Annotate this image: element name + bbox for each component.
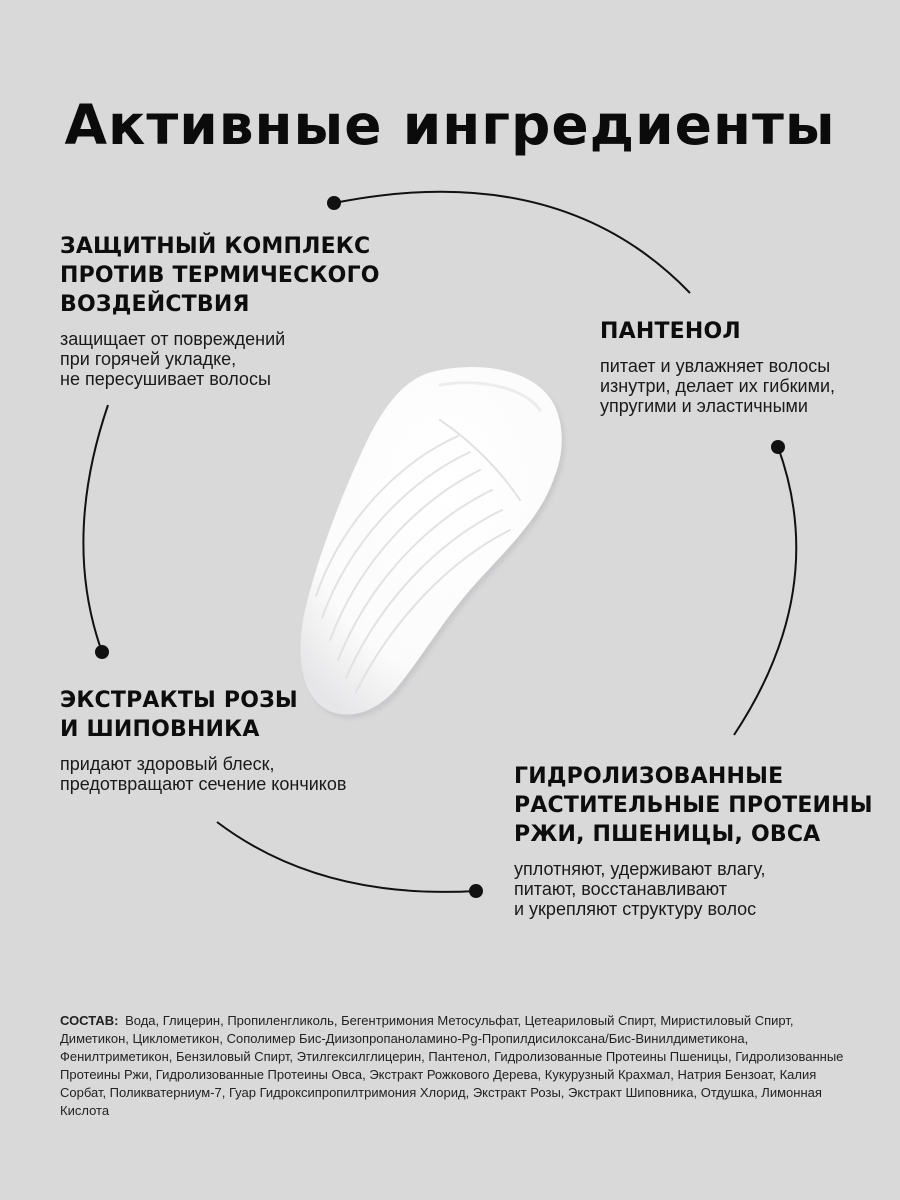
- page-title: Активные ингредиенты: [64, 92, 836, 157]
- arc-right: [734, 447, 796, 735]
- ingredient-description: питает и увлажняет волосы изнутри, делает их гибкими, упругими и эластичными: [600, 356, 835, 416]
- ingredient-heat-protection: [60, 232, 380, 389]
- ingredient-title: ЭКСТРАКТЫ РОЗЫ И ШИПОВНИКА: [60, 688, 298, 742]
- arc-left-dot: [95, 645, 109, 659]
- ingredient-plant-proteins: [514, 762, 884, 919]
- composition-text: [60, 1012, 850, 1120]
- arc-bottom-dot: [469, 884, 483, 898]
- arc-bottom: [217, 822, 476, 892]
- ingredient-title: ПАНТЕНОЛ: [600, 319, 741, 344]
- arc-top-dot: [327, 196, 341, 210]
- arc-right-dot: [771, 440, 785, 454]
- ingredient-title: ГИДРОЛИЗОВАННЫЕ РАСТИТЕЛЬНЫЕ ПРОТЕИНЫ РЖИ, ПШЕНИЦЫ, ОВСА: [514, 764, 873, 847]
- ingredient-title: ЗАЩИТНЫЙ КОМПЛЕКС ПРОТИВ ТЕРМИЧЕСКОГО ВОЗДЕЙСТВИЯ: [60, 234, 380, 317]
- cream-swatch-image: [300, 367, 564, 719]
- arc-left: [83, 405, 108, 652]
- composition-label: СОСТАВ:: [60, 1013, 119, 1028]
- ingredient-description: придают здоровый блеск, предотвращают сечение кончиков: [60, 754, 347, 794]
- ingredient-description: уплотняют, удерживают влагу, питают, восстанавливают и укрепляют структуру волос: [514, 859, 766, 919]
- ingredient-panthenol: [600, 317, 890, 416]
- composition-list: Вода, Глицерин, Пропиленгликоль, Бегентримония Метосульфат, Цетеариловый Спирт, Миристиловый Спирт, Диметикон, Циклометикон, Сополимер Бис-Диизопропаноламино-Pg-Пропилдисилоксана/Бис-Винилдиметикона, Фенилтриметикон, Бензиловый Спирт, Этилгексилглицерин, Пантенол, Гидролизованные Протеины Пшеницы, Гидролизованные Протеины Ржи, Гидролизованные Протеины Овса, Экстракт Рожкового Дерева, Кукурузный Крахмал, Натрия Бензоат, Калия Сорбат, Поликватерниум-7, Гуар Гидроксипропилтримония Хлорид, Экстракт Розы, Экстракт Шиповника, Отдушка, Лимонная Кислота: [60, 1013, 844, 1118]
- ingredient-rose-extracts: [60, 686, 420, 794]
- ingredient-description: защищает от повреждений при горячей укладке, не пересушивает волосы: [60, 329, 286, 389]
- arc-top: [334, 192, 690, 293]
